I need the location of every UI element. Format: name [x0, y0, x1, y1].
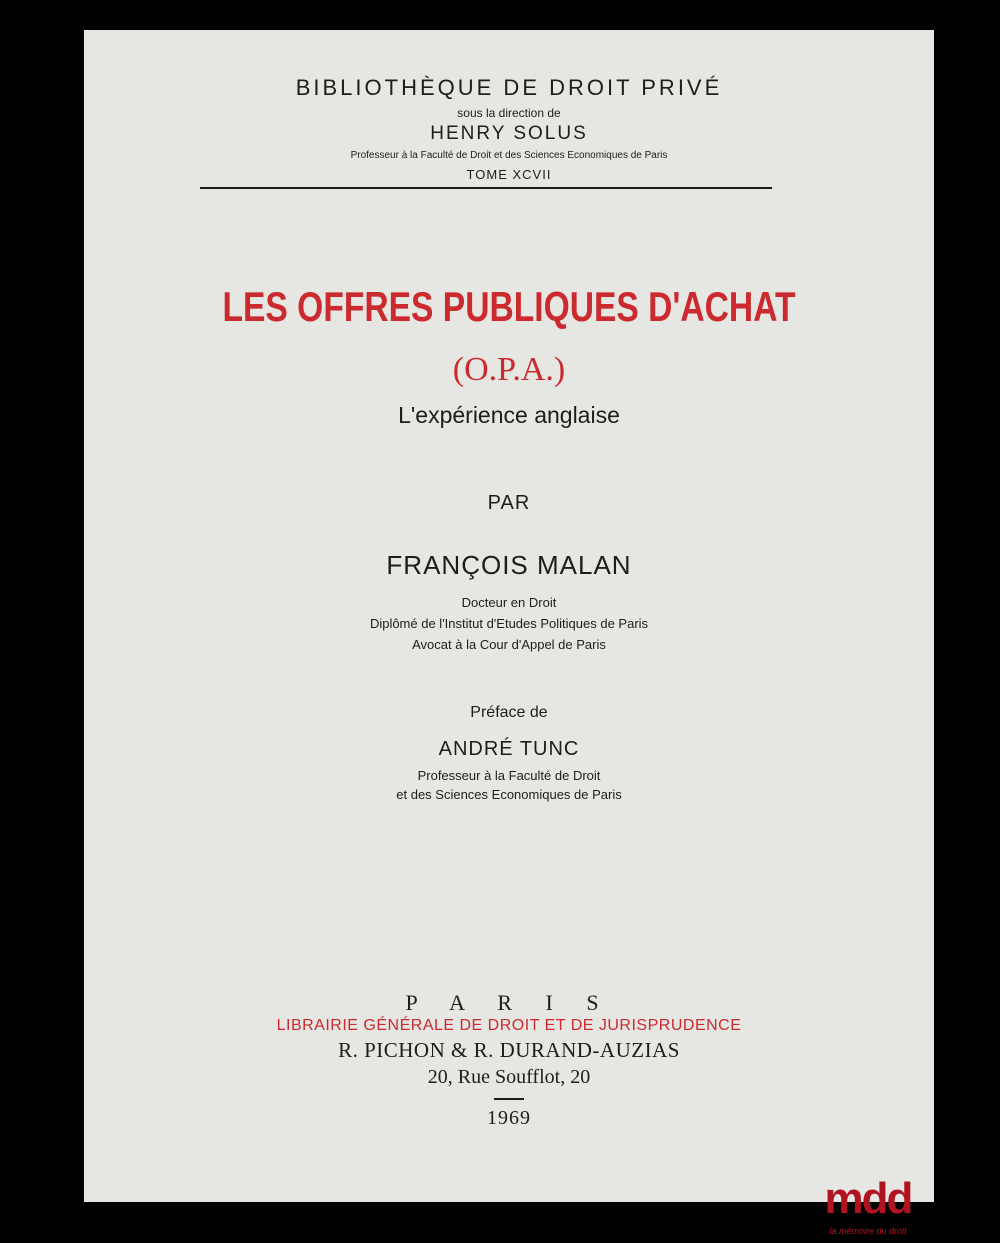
book-cover	[84, 30, 934, 1202]
header-rule	[200, 187, 772, 189]
series-director: HENRY SOLUS	[430, 123, 588, 144]
series-director-title: Professeur à la Faculté de Droit et des Sciences Economiques de Paris	[350, 150, 668, 161]
mdd-logo	[812, 1174, 924, 1240]
book-acronym: (O.P.A.)	[452, 351, 566, 388]
volume-number: TOME XCVII	[466, 167, 552, 182]
by-label: PAR	[487, 492, 531, 514]
preface-credential: Professeur à la Faculté de Droit	[417, 768, 601, 783]
year-rule	[494, 1098, 524, 1100]
publisher-house: LIBRAIRIE GÉNÉRALE DE DROIT ET DE JURISPRUDENCE	[276, 1017, 742, 1034]
preface-author: ANDRÉ TUNC	[438, 738, 580, 760]
collection-name: BIBLIOTHÈQUE DE DROIT PRIVÉ	[295, 75, 723, 100]
preface-credential: et des Sciences Economiques de Paris	[396, 787, 622, 802]
mdd-logo-text: mdd	[824, 1174, 912, 1223]
book-title: LES OFFRES PUBLIQUES D'ACHAT	[222, 283, 796, 330]
publisher-owners: R. PICHON & R. DURAND-AUZIAS	[338, 1038, 680, 1062]
publication-year: 1969	[487, 1107, 531, 1129]
author-credential: Diplômé de l'Institut d'Etudes Politiques de Paris	[369, 616, 649, 631]
book-subtitle: L'expérience anglaise	[398, 402, 620, 428]
publisher-address: 20, Rue Soufflot, 20	[427, 1066, 591, 1088]
direction-line: sous la direction de	[457, 106, 561, 120]
publisher-city: P A R I S	[405, 990, 613, 1015]
mdd-tagline: la mémoire du droit	[829, 1226, 907, 1236]
author-name: FRANÇOIS MALAN	[386, 550, 632, 580]
author-credential: Avocat à la Cour d'Appel de Paris	[412, 637, 606, 652]
author-credential: Docteur en Droit	[461, 595, 557, 610]
preface-label: Préface de	[470, 704, 548, 721]
